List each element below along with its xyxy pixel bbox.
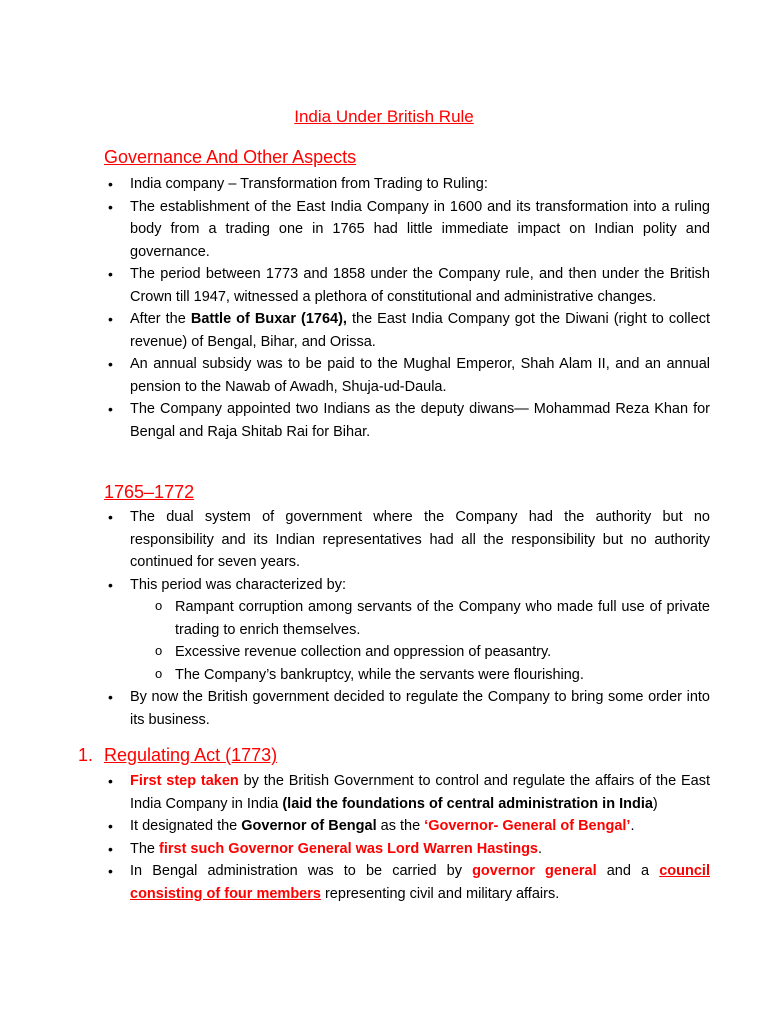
sub-list-item: o The Company’s bankruptcy, while the servants were flourishing. xyxy=(130,664,710,687)
sub-list xyxy=(130,596,710,686)
section-number: 1. xyxy=(78,745,94,765)
governor-of-bengal: Governor of Bengal xyxy=(241,818,377,834)
section-heading-1765-1772: 1765–1772 xyxy=(104,482,195,502)
warren-hastings: first such Governor General was Lord Warren Hastings xyxy=(159,840,538,857)
text-run: the East India Company got the Diwani (right to collect revenue) of Bengal, Bihar, and Orissa. xyxy=(130,311,710,350)
text-run: The xyxy=(130,840,160,857)
text-run: . xyxy=(630,818,635,834)
list-item xyxy=(0,574,710,687)
list-item: • The period between 1773 and 1858 under the Company rule, and then under the British Crown till 1947, witnessed a plethora of constitutional and administrative changes. xyxy=(0,263,710,308)
dual-system-list xyxy=(0,506,768,731)
council-four-members: council consisting of four members xyxy=(130,863,710,902)
text-run: by the British Government to control and regulate the affairs of the East India Company in India xyxy=(130,773,710,812)
battle-of-buxar: Battle of Buxar (1764), xyxy=(190,311,347,327)
list-item: • The Company appointed two Indians as the deputy diwans— Mohammad Reza Khan for Bengal and Raja Shitab Rai for Bihar. xyxy=(0,398,710,443)
regulating-act-list xyxy=(0,770,768,905)
text-run: ) xyxy=(652,795,658,812)
section-heading-text: Regulating Act (1773) xyxy=(104,745,278,765)
governor-general-of-bengal: ‘Governor- General of Bengal’ xyxy=(424,818,631,834)
list-item: • An annual subsidy was to be paid to the Mughal Emperor, Shah Alam II, and an annual pension to the Nawab of Awadh, Shuja-ud-Daula. xyxy=(0,353,710,398)
text-run: It designated the xyxy=(130,818,242,834)
text-run: After the xyxy=(130,311,191,327)
text-run: . xyxy=(538,840,543,857)
list-item: • The establishment of the East India Company in 1600 and its transformation into a ruling body from a trading one in 1765 had little immediate impact on Indian polity and governance. xyxy=(0,196,710,264)
list-item: • India company – Transformation from Trading to Ruling: xyxy=(0,173,710,196)
list-item xyxy=(0,838,710,861)
central-administration: (laid the foundations of central administration in India xyxy=(282,795,653,812)
text-run: In Bengal administration was to be carried by xyxy=(130,863,473,879)
list-item xyxy=(0,770,710,815)
text-run: This period was characterized by: xyxy=(130,576,346,593)
list-item: • The dual system of government where the Company had the authority but no responsibility and its Indian representatives had all the responsibility but no authority continued for seven years. xyxy=(0,506,710,574)
list-item xyxy=(0,860,710,905)
text-run: as the xyxy=(376,818,425,834)
section-heading-regulating-act xyxy=(78,745,278,766)
page-title: India Under British Rule xyxy=(294,107,474,126)
list-item: • By now the British government decided to regulate the Company to bring some order into its business. xyxy=(0,686,710,731)
first-step-taken: First step taken xyxy=(130,773,239,789)
text-run: and a xyxy=(596,863,660,879)
section-heading-governance: Governance And Other Aspects xyxy=(104,147,357,167)
list-item xyxy=(0,308,710,353)
sub-list-item: o Rampant corruption among servants of the Company who made full use of private trading to enrich themselves. xyxy=(130,596,710,641)
governor-general: governor general xyxy=(472,863,597,879)
list-item xyxy=(0,815,710,838)
sub-list-item: o Excessive revenue collection and oppression of peasantry. xyxy=(130,641,710,664)
governance-list xyxy=(0,173,768,443)
text-run: representing civil and military affairs. xyxy=(320,885,560,902)
